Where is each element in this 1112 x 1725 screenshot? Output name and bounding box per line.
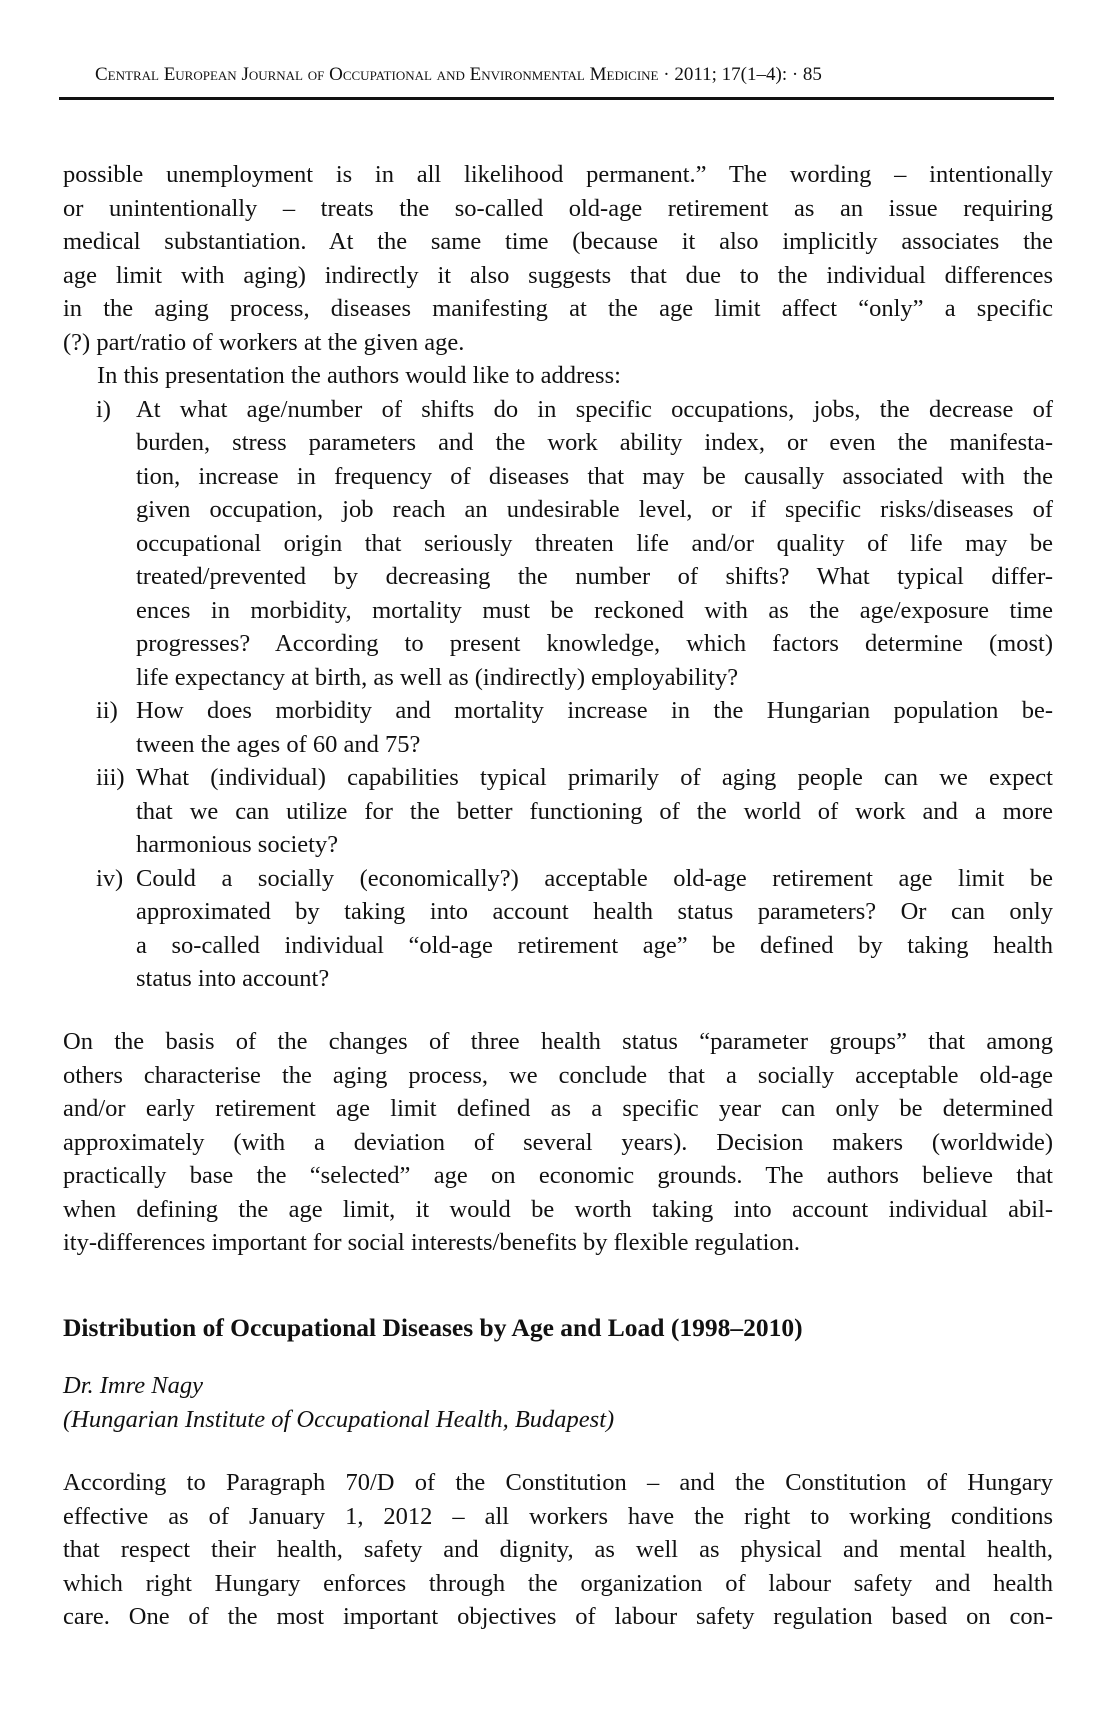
text-line: harmonious society?	[136, 831, 339, 858]
text-line: treated/prevented by decreasing the number of shifts? What typical differ-	[136, 563, 1053, 590]
text-line: On the basis of the changes of three health status “parameter groups” that among	[63, 1028, 1053, 1055]
text-line: and/or early retirement age limit defined as a specific year can only be determined	[63, 1095, 1053, 1122]
text-line: when defining the age limit, it would be worth taking into account individual abil-	[63, 1195, 1053, 1223]
text-line: a so-called individual “old-age retirement age” be defined by taking health	[136, 931, 1053, 959]
text-line: ences in morbidity, mortality must be reckoned with as the age/exposure time	[136, 596, 1053, 624]
text-line: ity-differences important for social interests/benefits by flexible regulation.	[63, 1229, 801, 1256]
list-label: ii)	[96, 697, 118, 724]
text-line: approximated by taking into account health status parameters? Or can only	[136, 898, 1053, 925]
text-line: others characterise the aging process, we conclude that a socially acceptable old-age	[63, 1061, 1053, 1089]
author-name: Dr. Imre Nagy	[63, 1372, 203, 1399]
list-label: i)	[96, 395, 111, 423]
text-line: that respect their health, safety and dignity, as well as physical and mental health,	[63, 1536, 1053, 1563]
text-line: occupational origin that seriously threaten life and/or quality of life may be	[136, 529, 1053, 557]
citation: · 2011; 17(1–4): · 85	[663, 64, 822, 85]
journal-title: Central European Journal of Occupational and Environmental Medicine	[95, 64, 659, 85]
text-line: What (individual) capabilities typical primarily of aging people can we expect	[136, 764, 1053, 791]
list-label: iv)	[96, 864, 124, 892]
text-line: that we can utilize for the better functioning of the world of work and a more	[136, 797, 1053, 825]
text-line: practically base the “selected” age on economic grounds. The authors believe that	[63, 1162, 1053, 1189]
text-line: According to Paragraph 70/D of the Constitution – and the Constitution of Hungary	[63, 1469, 1053, 1496]
text-line: tion, increase in frequency of diseases that may be causally associated with the	[136, 462, 1053, 490]
list-intro: In this presentation the authors would like to address:	[97, 362, 621, 389]
text-line: Could a socially (economically?) acceptable old-age retirement age limit be	[136, 864, 1053, 892]
text-line: possible unemployment is in all likelihood permanent.” The wording – intentionally	[63, 161, 1053, 188]
list-label: iii)	[96, 764, 125, 791]
text-line: in the aging process, diseases manifesting at the age limit affect “only” a specific	[63, 295, 1053, 322]
header-rule	[59, 97, 1054, 100]
section-title: Distribution of Occupational Diseases by Age and Load (1998–2010)	[63, 1313, 803, 1342]
text-line: How does morbidity and mortality increase in the Hungarian population be-	[136, 697, 1053, 724]
text-line: status into account?	[136, 965, 330, 992]
author-affiliation: (Hungarian Institute of Occupational Health, Budapest)	[63, 1405, 615, 1433]
text-line: which right Hungary enforces through the organization of labour safety and health	[63, 1569, 1053, 1597]
text-line: progresses? According to present knowledge, which factors determine (most)	[136, 630, 1053, 657]
text-line: (?) part/ratio of workers at the given age.	[63, 328, 465, 356]
text-line: At what age/number of shifts do in specific occupations, jobs, the decrease of	[136, 395, 1053, 423]
text-line: care. One of the most important objectives of labour safety regulation based on con-	[63, 1603, 1053, 1630]
text-line: age limit with aging) indirectly it also suggests that due to the individual differences	[63, 261, 1053, 289]
text-line: approximately (with a deviation of several years). Decision makers (worldwide)	[63, 1128, 1053, 1156]
text-line: or unintentionally – treats the so-called old-age retirement as an issue requiring	[63, 194, 1053, 222]
text-line: given occupation, job reach an undesirable level, or if specific risks/diseases of	[136, 496, 1053, 523]
text-line: medical substantiation. At the same time (because it also implicitly associates the	[63, 228, 1053, 255]
text-line: effective as of January 1, 2012 – all workers have the right to working conditions	[63, 1502, 1053, 1530]
text-line: tween the ages of 60 and 75?	[136, 730, 421, 758]
text-line: life expectancy at birth, as well as (indirectly) employability?	[136, 663, 739, 691]
text-line: burden, stress parameters and the work ability index, or even the manifesta-	[136, 429, 1053, 456]
running-head	[95, 63, 822, 87]
